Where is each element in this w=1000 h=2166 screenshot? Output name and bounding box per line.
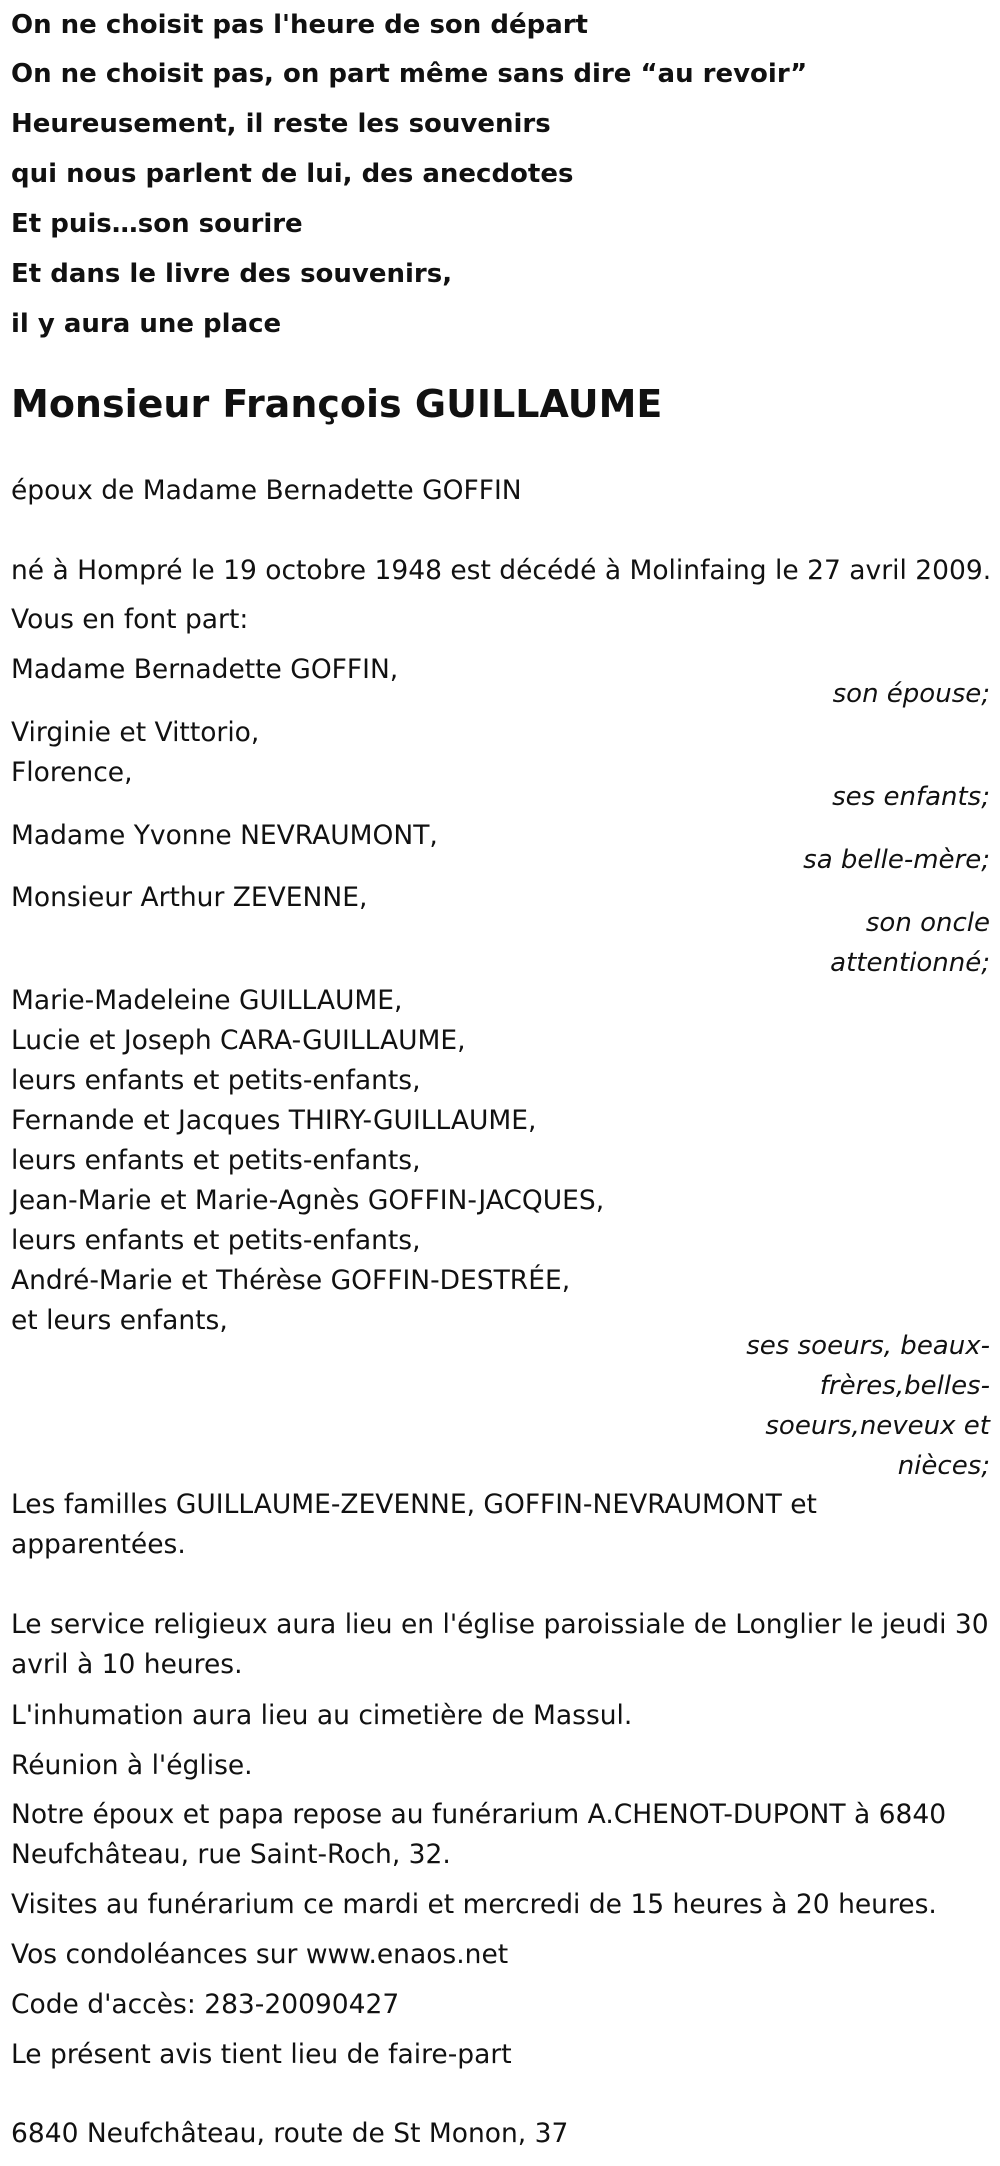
announcer-name: André-Marie et Thérèse GOFFIN-DESTRÉE,	[11, 1265, 571, 1296]
relation-label: soeurs,neveux et	[765, 1411, 990, 1441]
birth-death-line: né à Hompré le 19 octobre 1948 est décédé à Molinfaing le 27 avril 2009.	[11, 555, 992, 586]
relation-label: ses enfants;	[832, 782, 990, 812]
relation-label: sa belle-mère;	[803, 845, 990, 875]
address-line: 6840 Neufchâteau, route de St Monon, 37	[11, 2118, 569, 2149]
funeral-home-line: Neufchâteau, rue Saint-Roch, 32.	[11, 1839, 451, 1870]
announcer-name: Marie-Madeleine GUILLAUME,	[11, 985, 403, 1016]
relation-label: son oncle	[865, 908, 990, 938]
spouse-line: époux de Madame Bernadette GOFFIN	[11, 475, 522, 506]
announcer-name: Jean-Marie et Marie-Agnès GOFFIN-JACQUES,	[11, 1185, 605, 1216]
condolences-line: Vos condoléances sur www.enaos.net	[11, 1939, 509, 1970]
announcer-name: Florence,	[11, 757, 133, 788]
notice-line: Le présent avis tient lieu de faire-part	[11, 2039, 512, 2070]
announcer-name: Madame Bernadette GOFFIN,	[11, 654, 399, 685]
poem-line: Heureusement, il reste les souvenirs	[11, 109, 551, 139]
poem-line: On ne choisit pas, on part même sans dire “au revoir”	[11, 59, 808, 89]
announcer-name: leurs enfants et petits-enfants,	[11, 1065, 421, 1096]
poem-line: Et dans le livre des souvenirs,	[11, 259, 453, 289]
relation-label: nièces;	[897, 1451, 990, 1481]
funeral-home-line: Notre époux et papa repose au funérarium A.CHENOT-DUPONT à 6840	[11, 1799, 947, 1830]
relation-label: ses soeurs, beaux-	[746, 1331, 990, 1361]
announcer-name: Virginie et Vittorio,	[11, 717, 260, 748]
deceased-name: Monsieur François GUILLAUME	[11, 382, 663, 426]
announcer-name: Monsieur Arthur ZEVENNE,	[11, 882, 368, 913]
relation-label: son épouse;	[832, 679, 990, 709]
relation-label: attentionné;	[830, 948, 990, 978]
families-line: apparentées.	[11, 1529, 186, 1560]
poem-line: On ne choisit pas l'heure de son départ	[11, 10, 588, 40]
announcer-name: leurs enfants et petits-enfants,	[11, 1145, 421, 1176]
families-line: Les familles GUILLAUME-ZEVENNE, GOFFIN-NEVRAUMONT et	[11, 1489, 817, 1520]
visits-line: Visites au funérarium ce mardi et mercredi de 15 heures à 20 heures.	[11, 1889, 937, 1920]
announcer-name: Madame Yvonne NEVRAUMONT,	[11, 820, 438, 851]
poem-line: qui nous parlent de lui, des anecdotes	[11, 159, 574, 189]
relation-label: frères,belles-	[819, 1371, 990, 1401]
announcers-intro: Vous en font part:	[11, 604, 249, 635]
announcer-name: Fernande et Jacques THIRY-GUILLAUME,	[11, 1105, 537, 1136]
service-line: Le service religieux aura lieu en l'église paroissiale de Longlier le jeudi 30	[11, 1609, 989, 1640]
service-line: avril à 10 heures.	[11, 1649, 243, 1680]
burial-line: L'inhumation aura lieu au cimetière de Massul.	[11, 1700, 633, 1731]
reunion-line: Réunion à l'église.	[11, 1750, 253, 1781]
announcer-name: leurs enfants et petits-enfants,	[11, 1225, 421, 1256]
access-code-line: Code d'accès: 283-20090427	[11, 1989, 400, 2020]
announcer-name: et leurs enfants,	[11, 1305, 228, 1336]
poem-line: il y aura une place	[11, 309, 282, 339]
poem-line: Et puis…son sourire	[11, 209, 303, 239]
announcer-name: Lucie et Joseph CARA-GUILLAUME,	[11, 1025, 466, 1056]
